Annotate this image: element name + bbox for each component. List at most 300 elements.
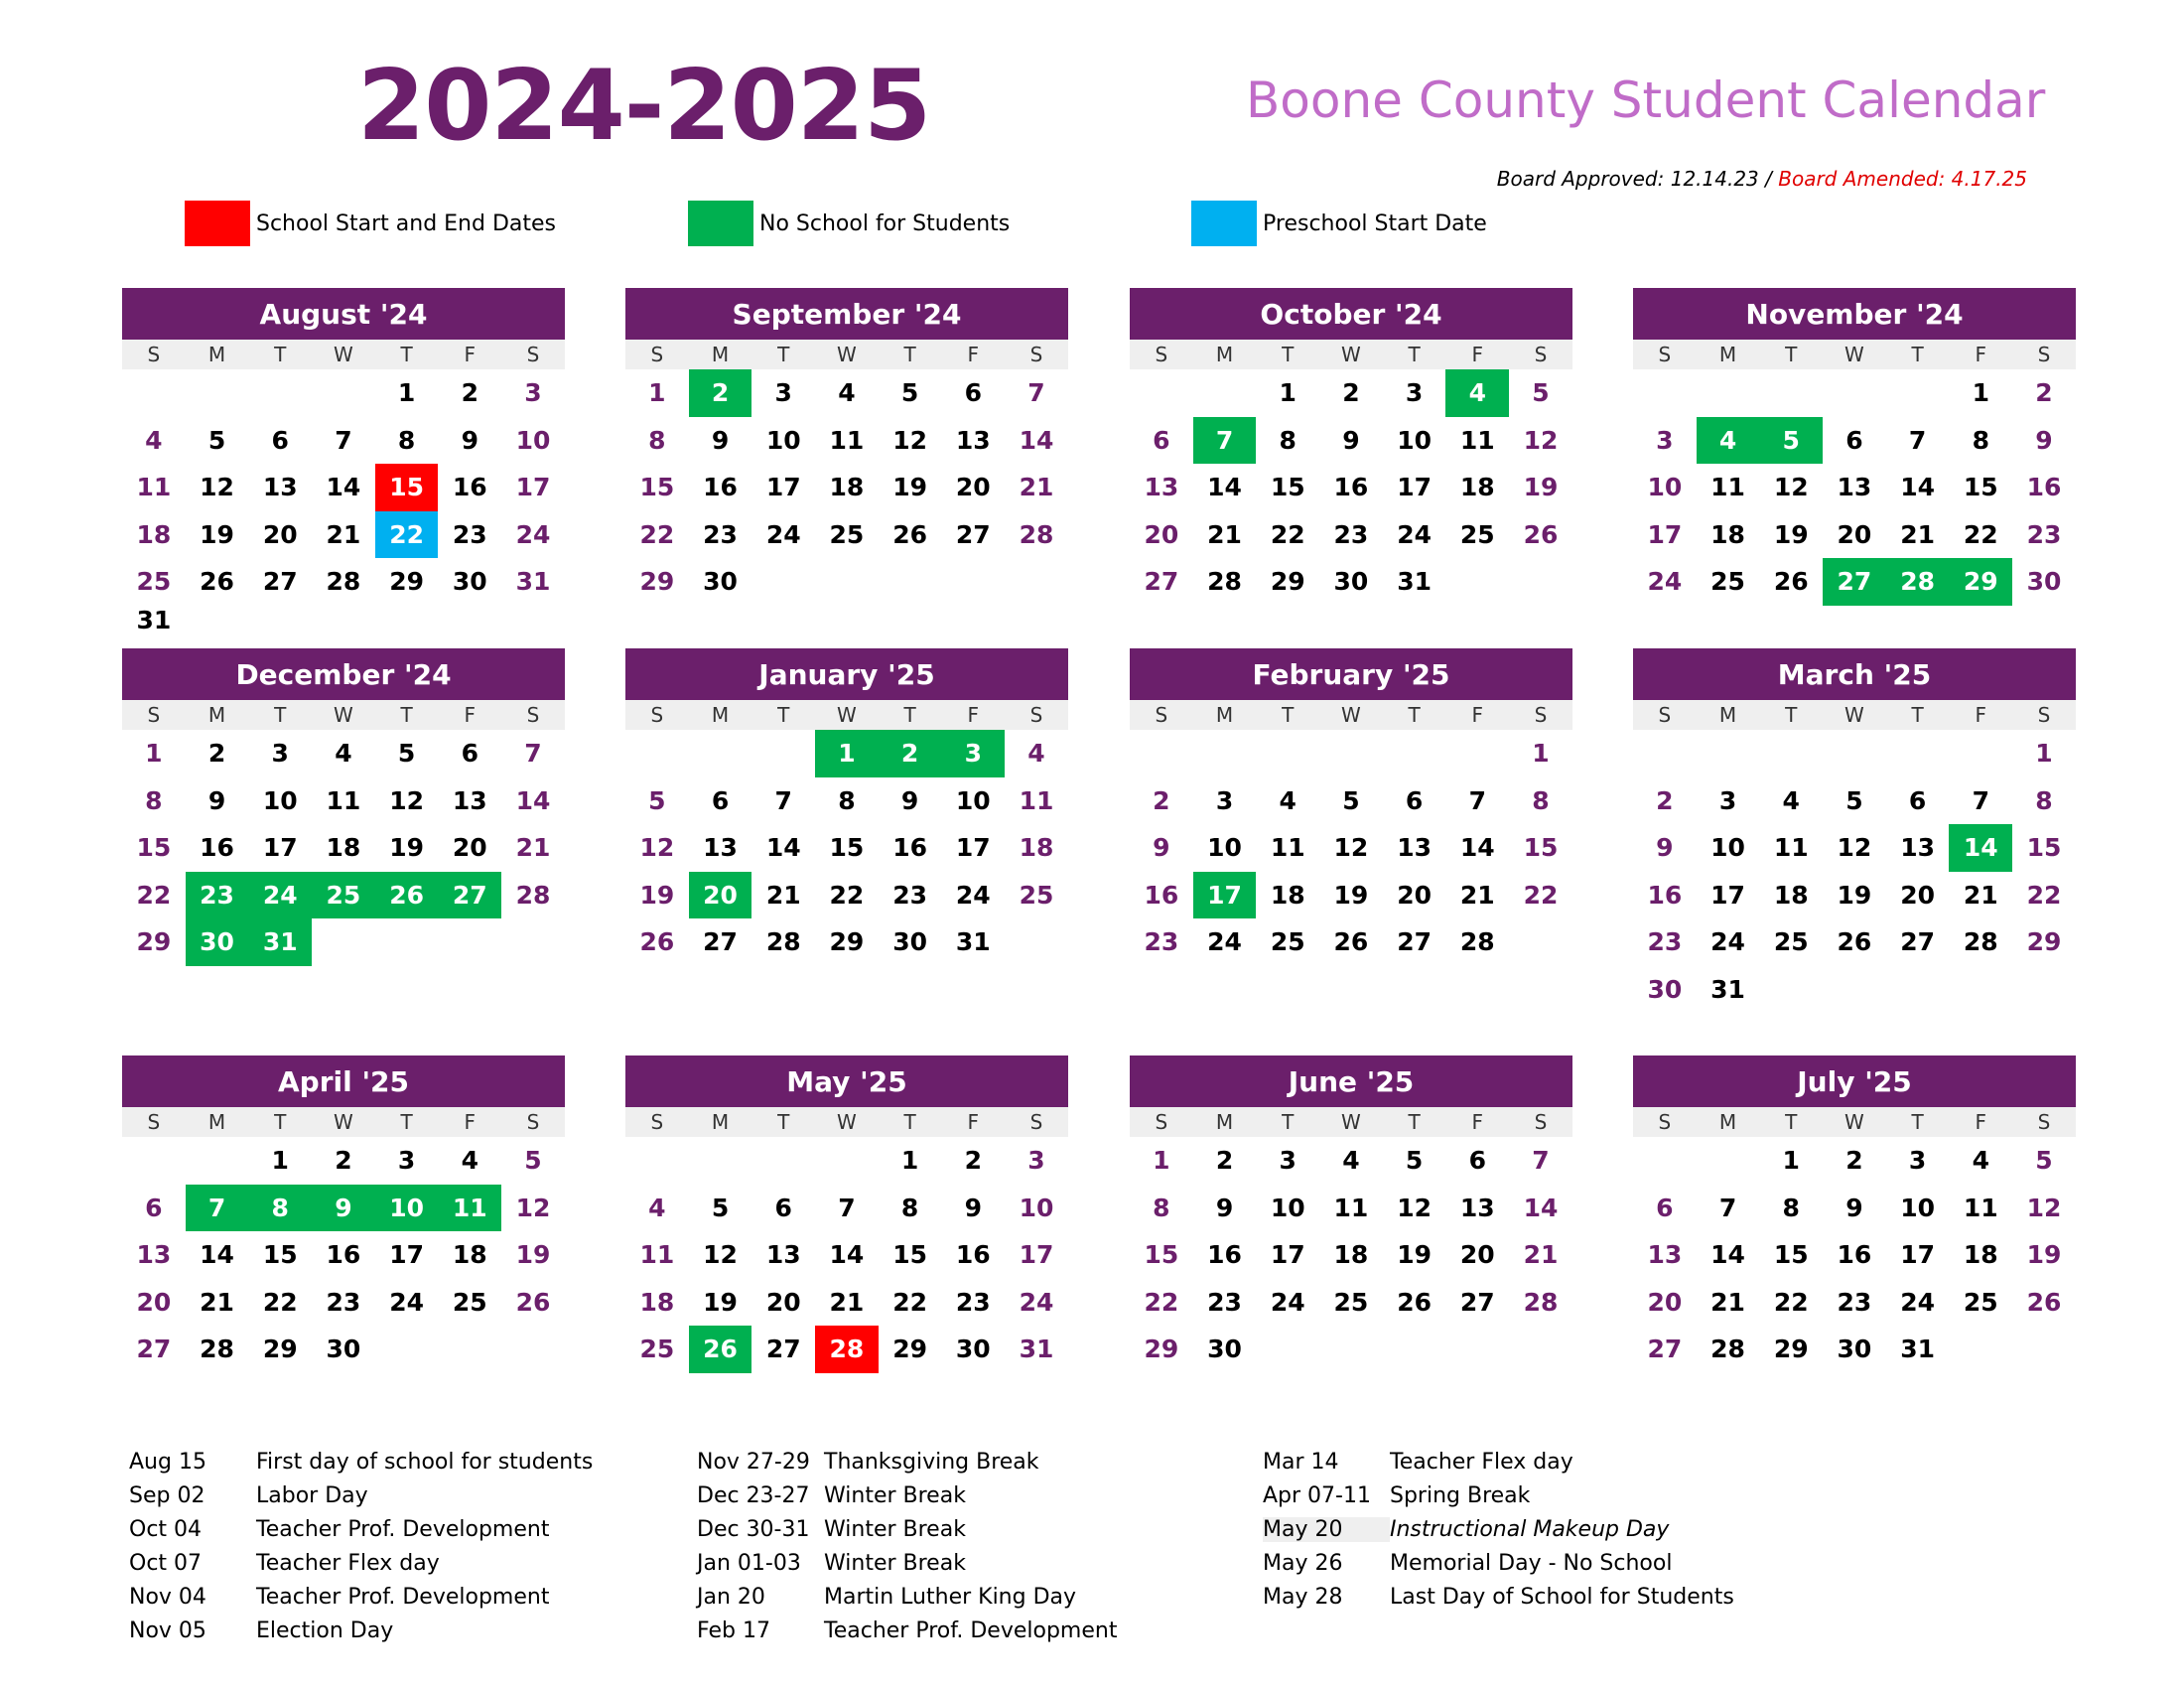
weekday-label: T xyxy=(777,703,790,727)
empty-cell xyxy=(1193,369,1257,417)
day-cell: 17 xyxy=(1647,519,1683,549)
day-cell: 1 xyxy=(648,378,666,408)
weekday-label: F xyxy=(464,1110,477,1134)
event-date: Apr 07-11 xyxy=(1263,1482,1371,1508)
day-cell: 23 xyxy=(2026,519,2062,549)
weekday-label: M xyxy=(1215,703,1234,727)
day-cell: 7 xyxy=(524,739,542,769)
day-cell: 2 xyxy=(2035,378,2053,408)
day-cell: 14 xyxy=(200,1240,234,1270)
day-cell: 16 xyxy=(452,473,487,502)
week-row xyxy=(122,777,565,825)
empty-cell xyxy=(2012,966,2076,1014)
empty-cell xyxy=(1759,369,1823,417)
week-row xyxy=(122,1326,565,1373)
event-row xyxy=(129,1580,593,1614)
day-cell: 8 xyxy=(248,1185,312,1232)
day-cell: 25 xyxy=(136,567,172,597)
day-cell: 29 xyxy=(639,567,675,597)
day-cell: 17 xyxy=(1193,872,1257,919)
day-cell: 14 xyxy=(1523,1193,1559,1222)
event-date: Mar 14 xyxy=(1263,1449,1339,1475)
event-description: First day of school for students xyxy=(256,1449,594,1475)
weekday-label: S xyxy=(650,703,664,727)
empty-cell xyxy=(1823,730,1886,777)
day-cell: 24 xyxy=(1900,1287,1935,1317)
day-cell: 6 xyxy=(964,378,982,408)
event-row xyxy=(697,1478,1117,1512)
day-cell: 3 xyxy=(1908,1146,1927,1176)
day-cell: 10 xyxy=(1710,833,1745,863)
day-cell: 7 xyxy=(335,425,352,455)
day-cell: 18 xyxy=(1270,880,1305,910)
empty-cell xyxy=(1256,1326,1319,1373)
weekday-label: W xyxy=(334,343,353,366)
weekday-header xyxy=(1633,700,2076,730)
month-9 xyxy=(625,1055,1068,1373)
day-cell: 7 xyxy=(1468,785,1486,815)
day-cell: 6 xyxy=(774,1193,792,1222)
day-cell: 2 xyxy=(1153,785,1170,815)
day-cell: 4 xyxy=(1279,785,1297,815)
day-cell: 23 xyxy=(1647,927,1683,957)
week-row xyxy=(1633,1137,2076,1185)
week-row xyxy=(625,511,1068,559)
empty-cell xyxy=(122,1137,186,1185)
empty-cell xyxy=(1509,1326,1572,1373)
day-cell: 7 xyxy=(1193,417,1257,465)
day-cell: 27 xyxy=(1647,1335,1683,1364)
weekday-header xyxy=(1130,1107,1572,1137)
event-row xyxy=(1263,1512,1734,1546)
day-cell: 21 xyxy=(1710,1287,1745,1317)
week-row xyxy=(1130,1185,1572,1232)
empty-cell xyxy=(1445,1326,1509,1373)
day-cell: 15 xyxy=(1773,1240,1809,1270)
week-row xyxy=(1130,1231,1572,1279)
day-cell: 20 xyxy=(136,1287,172,1317)
weekday-label: S xyxy=(526,343,540,366)
day-cell: 5 xyxy=(1405,1146,1424,1176)
week-row xyxy=(1130,872,1572,919)
day-cell: 18 xyxy=(1333,1240,1369,1270)
day-cell: 3 xyxy=(1279,1146,1297,1176)
day-cell: 6 xyxy=(145,1193,163,1222)
day-cell: 26 xyxy=(2026,1287,2062,1317)
month-5 xyxy=(625,648,1068,966)
day-cell: 2 xyxy=(689,369,752,417)
day-cell: 16 xyxy=(1647,880,1683,910)
day-cell: 30 xyxy=(1837,1335,1872,1364)
day-cell: 12 xyxy=(2026,1193,2062,1222)
event-date: Nov 05 xyxy=(129,1618,206,1643)
day-cell: 4 xyxy=(648,1193,666,1222)
weekday-label: M xyxy=(207,1110,226,1134)
day-cell: 21 xyxy=(1459,880,1495,910)
empty-cell xyxy=(1509,918,1572,966)
month-name: August '24 xyxy=(122,288,565,340)
week-row xyxy=(625,1231,1068,1279)
event-description: Teacher Prof. Development xyxy=(256,1584,550,1610)
weekday-label: F xyxy=(1975,343,1987,366)
day-cell: 25 xyxy=(1270,927,1305,957)
day-cell: 11 xyxy=(326,785,361,815)
event-date: Jan 20 xyxy=(697,1584,765,1610)
week-row xyxy=(122,730,565,777)
day-cell: 9 xyxy=(1656,833,1674,863)
empty-cell xyxy=(1949,730,2012,777)
weekday-label: T xyxy=(1785,1110,1798,1134)
weekday-label: W xyxy=(837,703,857,727)
week-row xyxy=(122,511,565,559)
day-cell: 23 xyxy=(326,1287,361,1317)
day-cell: 29 xyxy=(262,1335,298,1364)
week-row xyxy=(1130,417,1572,465)
day-cell: 7 xyxy=(1972,785,1989,815)
day-cell: 13 xyxy=(703,833,738,863)
week-row xyxy=(1130,918,1572,966)
empty-cell xyxy=(1759,966,1823,1014)
day-cell: 10 xyxy=(765,425,801,455)
day-cell: 11 xyxy=(829,425,865,455)
weekday-label: T xyxy=(1785,343,1798,366)
day-cell: 12 xyxy=(389,785,424,815)
weekday-label: S xyxy=(1534,343,1548,366)
day-cell: 22 xyxy=(1270,519,1305,549)
day-cell: 18 xyxy=(1019,833,1054,863)
day-cell: 3 xyxy=(1718,785,1737,815)
day-cell: 1 xyxy=(145,739,163,769)
week-row xyxy=(625,730,1068,777)
day-cell: 14 xyxy=(1019,425,1054,455)
day-cell: 28 xyxy=(765,927,801,957)
day-cell: 13 xyxy=(262,473,298,502)
week-row xyxy=(122,1231,565,1279)
week-row xyxy=(122,824,565,872)
event-row xyxy=(129,1546,593,1580)
day-cell: 19 xyxy=(1523,473,1559,502)
empty-cell xyxy=(1823,369,1886,417)
event-description: Winter Break xyxy=(824,1550,966,1576)
month-name: December '24 xyxy=(122,648,565,700)
day-cell: 6 xyxy=(711,785,730,815)
day-cell: 26 xyxy=(1773,567,1809,597)
day-cell: 11 xyxy=(136,473,172,502)
day-cell: 25 xyxy=(1333,1287,1369,1317)
day-cell: 20 xyxy=(765,1287,801,1317)
month-3 xyxy=(1633,288,2076,606)
week-row xyxy=(1633,511,2076,559)
day-cell: 24 xyxy=(1270,1287,1305,1317)
event-description: Martin Luther King Day xyxy=(824,1584,1077,1610)
day-cell: 1 xyxy=(900,1146,919,1176)
day-cell: 22 xyxy=(829,880,865,910)
day-cell: 11 xyxy=(1459,425,1495,455)
week-row xyxy=(1130,558,1572,606)
week-row xyxy=(1130,730,1572,777)
day-cell: 1 xyxy=(397,378,416,408)
weekday-label: S xyxy=(1658,703,1672,727)
day-cell: 28 xyxy=(326,567,361,597)
day-cell: 1 xyxy=(1532,739,1550,769)
weekday-label: S xyxy=(147,343,161,366)
day-cell: 24 xyxy=(1207,927,1242,957)
day-cell: 24 xyxy=(1397,519,1432,549)
overflow-day: 31 xyxy=(136,605,172,634)
legend-label: Preschool Start Date xyxy=(1263,211,1487,236)
day-cell: 10 xyxy=(1270,1193,1305,1222)
day-cell: 26 xyxy=(1333,927,1369,957)
day-cell: 2 xyxy=(335,1146,352,1176)
day-cell: 30 xyxy=(326,1335,361,1364)
day-cell: 4 xyxy=(1972,1146,1989,1176)
day-cell: 16 xyxy=(955,1240,991,1270)
day-cell: 15 xyxy=(1523,833,1559,863)
day-cell: 16 xyxy=(2026,473,2062,502)
weekday-label: M xyxy=(711,343,730,366)
day-cell: 16 xyxy=(1144,880,1179,910)
day-cell: 21 xyxy=(1900,519,1935,549)
event-date: Dec 23-27 xyxy=(697,1482,810,1508)
weekday-label: W xyxy=(837,1110,857,1134)
weekday-header xyxy=(122,1107,565,1137)
weekday-header xyxy=(1130,700,1572,730)
empty-cell xyxy=(501,918,565,966)
day-cell: 13 xyxy=(1647,1240,1683,1270)
day-cell: 14 xyxy=(1949,824,2012,872)
empty-cell xyxy=(1193,730,1257,777)
day-cell: 22 xyxy=(262,1287,298,1317)
empty-cell xyxy=(312,369,375,417)
day-cell: 21 xyxy=(1019,473,1054,502)
day-cell: 30 xyxy=(892,927,927,957)
day-cell: 9 xyxy=(1845,1193,1863,1222)
weekday-label: S xyxy=(1534,703,1548,727)
weekday-label: T xyxy=(400,703,413,727)
weekday-label: S xyxy=(1029,703,1043,727)
month-name: November '24 xyxy=(1633,288,2076,340)
month-0 xyxy=(122,288,565,635)
month-name: February '25 xyxy=(1130,648,1572,700)
weekday-label: S xyxy=(650,1110,664,1134)
weekday-label: S xyxy=(1658,343,1672,366)
empty-cell xyxy=(1697,1137,1760,1185)
weekday-label: F xyxy=(1471,343,1484,366)
day-cell: 9 xyxy=(900,785,919,815)
month-name: January '25 xyxy=(625,648,1068,700)
month-name: March '25 xyxy=(1633,648,2076,700)
weekday-label: T xyxy=(1408,343,1421,366)
weekday-label: F xyxy=(967,343,980,366)
event-row xyxy=(1263,1546,1734,1580)
day-cell: 14 xyxy=(765,833,801,863)
weekday-label: S xyxy=(1155,703,1168,727)
event-date: Nov 27-29 xyxy=(697,1449,810,1475)
day-cell: 8 xyxy=(145,785,163,815)
day-cell: 5 xyxy=(207,425,226,455)
event-row xyxy=(697,1580,1117,1614)
day-cell: 6 xyxy=(461,739,478,769)
day-cell: 6 xyxy=(1405,785,1424,815)
weekday-label: S xyxy=(650,343,664,366)
weekday-label: T xyxy=(903,703,916,727)
event-description: Labor Day xyxy=(256,1482,368,1508)
day-cell: 29 xyxy=(136,927,172,957)
empty-cell xyxy=(1509,558,1572,606)
day-cell: 9 xyxy=(964,1193,982,1222)
weekday-label: T xyxy=(1282,343,1295,366)
event-row xyxy=(697,1512,1117,1546)
event-date: Dec 30-31 xyxy=(697,1516,810,1542)
day-cell: 2 xyxy=(1342,378,1360,408)
day-cell: 15 xyxy=(639,473,675,502)
weekday-label: M xyxy=(1718,1110,1737,1134)
day-cell: 24 xyxy=(248,872,312,919)
day-cell: 26 xyxy=(1837,927,1872,957)
day-cell: 29 xyxy=(2026,927,2062,957)
empty-cell xyxy=(1256,730,1319,777)
week-row xyxy=(1130,1326,1572,1373)
day-cell: 6 xyxy=(1845,425,1863,455)
day-cell: 5 xyxy=(2035,1146,2053,1176)
legend-swatch-blue xyxy=(1191,201,1257,246)
day-cell: 25 xyxy=(1019,880,1054,910)
empty-cell xyxy=(1633,369,1697,417)
day-cell: 18 xyxy=(829,473,865,502)
event-description: Winter Break xyxy=(824,1516,966,1542)
empty-cell xyxy=(815,558,879,606)
day-cell: 6 xyxy=(271,425,289,455)
day-cell: 24 xyxy=(515,519,551,549)
day-cell: 29 xyxy=(389,567,424,597)
day-cell: 29 xyxy=(829,927,865,957)
day-cell: 28 xyxy=(1459,927,1495,957)
day-cell: 16 xyxy=(326,1240,361,1270)
day-cell: 10 xyxy=(1019,1193,1054,1222)
event-description: Teacher Prof. Development xyxy=(256,1516,550,1542)
event-date: Feb 17 xyxy=(697,1618,770,1643)
empty-cell xyxy=(1319,1326,1383,1373)
day-cell: 14 xyxy=(1207,473,1242,502)
day-cell: 11 xyxy=(1963,1193,1998,1222)
event-description: Thanksgiving Break xyxy=(824,1449,1039,1475)
day-cell: 16 xyxy=(892,833,927,863)
day-cell: 18 xyxy=(639,1287,675,1317)
day-cell: 10 xyxy=(515,425,551,455)
day-cell: 10 xyxy=(375,1185,439,1232)
weekday-label: S xyxy=(526,1110,540,1134)
day-cell: 4 xyxy=(461,1146,478,1176)
day-cell: 19 xyxy=(200,519,234,549)
day-cell: 13 xyxy=(1459,1193,1495,1222)
empty-cell xyxy=(1886,966,1950,1014)
empty-cell xyxy=(186,1137,249,1185)
event-date: May 26 xyxy=(1263,1550,1343,1576)
day-cell: 17 xyxy=(1019,1240,1054,1270)
day-cell: 31 xyxy=(515,567,551,597)
day-cell: 3 xyxy=(941,730,1005,777)
day-cell: 22 xyxy=(1773,1287,1809,1317)
weekday-label: T xyxy=(1911,1110,1924,1134)
day-cell: 26 xyxy=(892,519,927,549)
weekday-label: T xyxy=(400,1110,413,1134)
day-cell: 2 xyxy=(1845,1146,1863,1176)
week-row xyxy=(625,369,1068,417)
empty-cell xyxy=(1319,730,1383,777)
day-cell: 13 xyxy=(1837,473,1872,502)
day-cell: 22 xyxy=(1144,1287,1179,1317)
day-cell: 24 xyxy=(1710,927,1745,957)
month-name: October '24 xyxy=(1130,288,1572,340)
event-row xyxy=(1263,1445,1734,1478)
day-cell: 21 xyxy=(829,1287,865,1317)
day-cell: 28 xyxy=(515,880,551,910)
empty-cell xyxy=(1445,558,1509,606)
day-cell: 20 xyxy=(1459,1240,1495,1270)
day-cell: 19 xyxy=(389,833,424,863)
day-cell: 5 xyxy=(648,785,666,815)
weekday-label: W xyxy=(1844,1110,1864,1134)
week-row xyxy=(1130,1137,1572,1185)
day-cell: 23 xyxy=(1333,519,1369,549)
weekday-label: T xyxy=(1911,703,1924,727)
day-cell: 22 xyxy=(2026,880,2062,910)
calendar-title: Boone County Student Calendar xyxy=(1246,71,2046,129)
weekday-label: F xyxy=(464,703,477,727)
day-cell: 15 xyxy=(829,833,865,863)
weekday-label: M xyxy=(1718,343,1737,366)
month-11 xyxy=(1633,1055,2076,1373)
day-cell: 18 xyxy=(1963,1240,1998,1270)
event-date: Aug 15 xyxy=(129,1449,206,1475)
day-cell: 5 xyxy=(900,378,919,408)
empty-cell xyxy=(1005,558,1068,606)
weekday-label: F xyxy=(967,703,980,727)
event-description: Winter Break xyxy=(824,1482,966,1508)
empty-cell xyxy=(312,918,375,966)
day-cell: 27 xyxy=(703,927,738,957)
day-cell: 7 xyxy=(1908,425,1927,455)
day-cell: 8 xyxy=(397,425,416,455)
event-date: Oct 07 xyxy=(129,1550,203,1576)
weekday-label: W xyxy=(1341,343,1361,366)
approval-note xyxy=(1497,167,2027,191)
day-cell: 12 xyxy=(1333,833,1369,863)
empty-cell xyxy=(1886,730,1950,777)
day-cell: 31 xyxy=(1710,974,1745,1004)
day-cell: 23 xyxy=(1207,1287,1242,1317)
day-cell: 1 xyxy=(1782,1146,1800,1176)
weekday-label: F xyxy=(967,1110,980,1134)
day-cell: 6 xyxy=(1153,425,1170,455)
weekday-header xyxy=(1633,340,2076,369)
day-cell: 6 xyxy=(1656,1193,1674,1222)
week-row xyxy=(1633,558,2076,606)
day-cell: 15 xyxy=(1270,473,1305,502)
day-cell: 5 xyxy=(1342,785,1360,815)
weekday-label: W xyxy=(1844,343,1864,366)
week-row xyxy=(1130,369,1572,417)
weekday-label: T xyxy=(777,1110,790,1134)
weekday-label: T xyxy=(903,343,916,366)
day-cell: 25 xyxy=(1963,1287,1998,1317)
week-row xyxy=(625,777,1068,825)
day-cell: 13 xyxy=(452,785,487,815)
weekday-label: W xyxy=(334,703,353,727)
weekday-label: T xyxy=(1282,1110,1295,1134)
day-cell: 8 xyxy=(1972,425,1989,455)
day-cell: 18 xyxy=(1710,519,1745,549)
